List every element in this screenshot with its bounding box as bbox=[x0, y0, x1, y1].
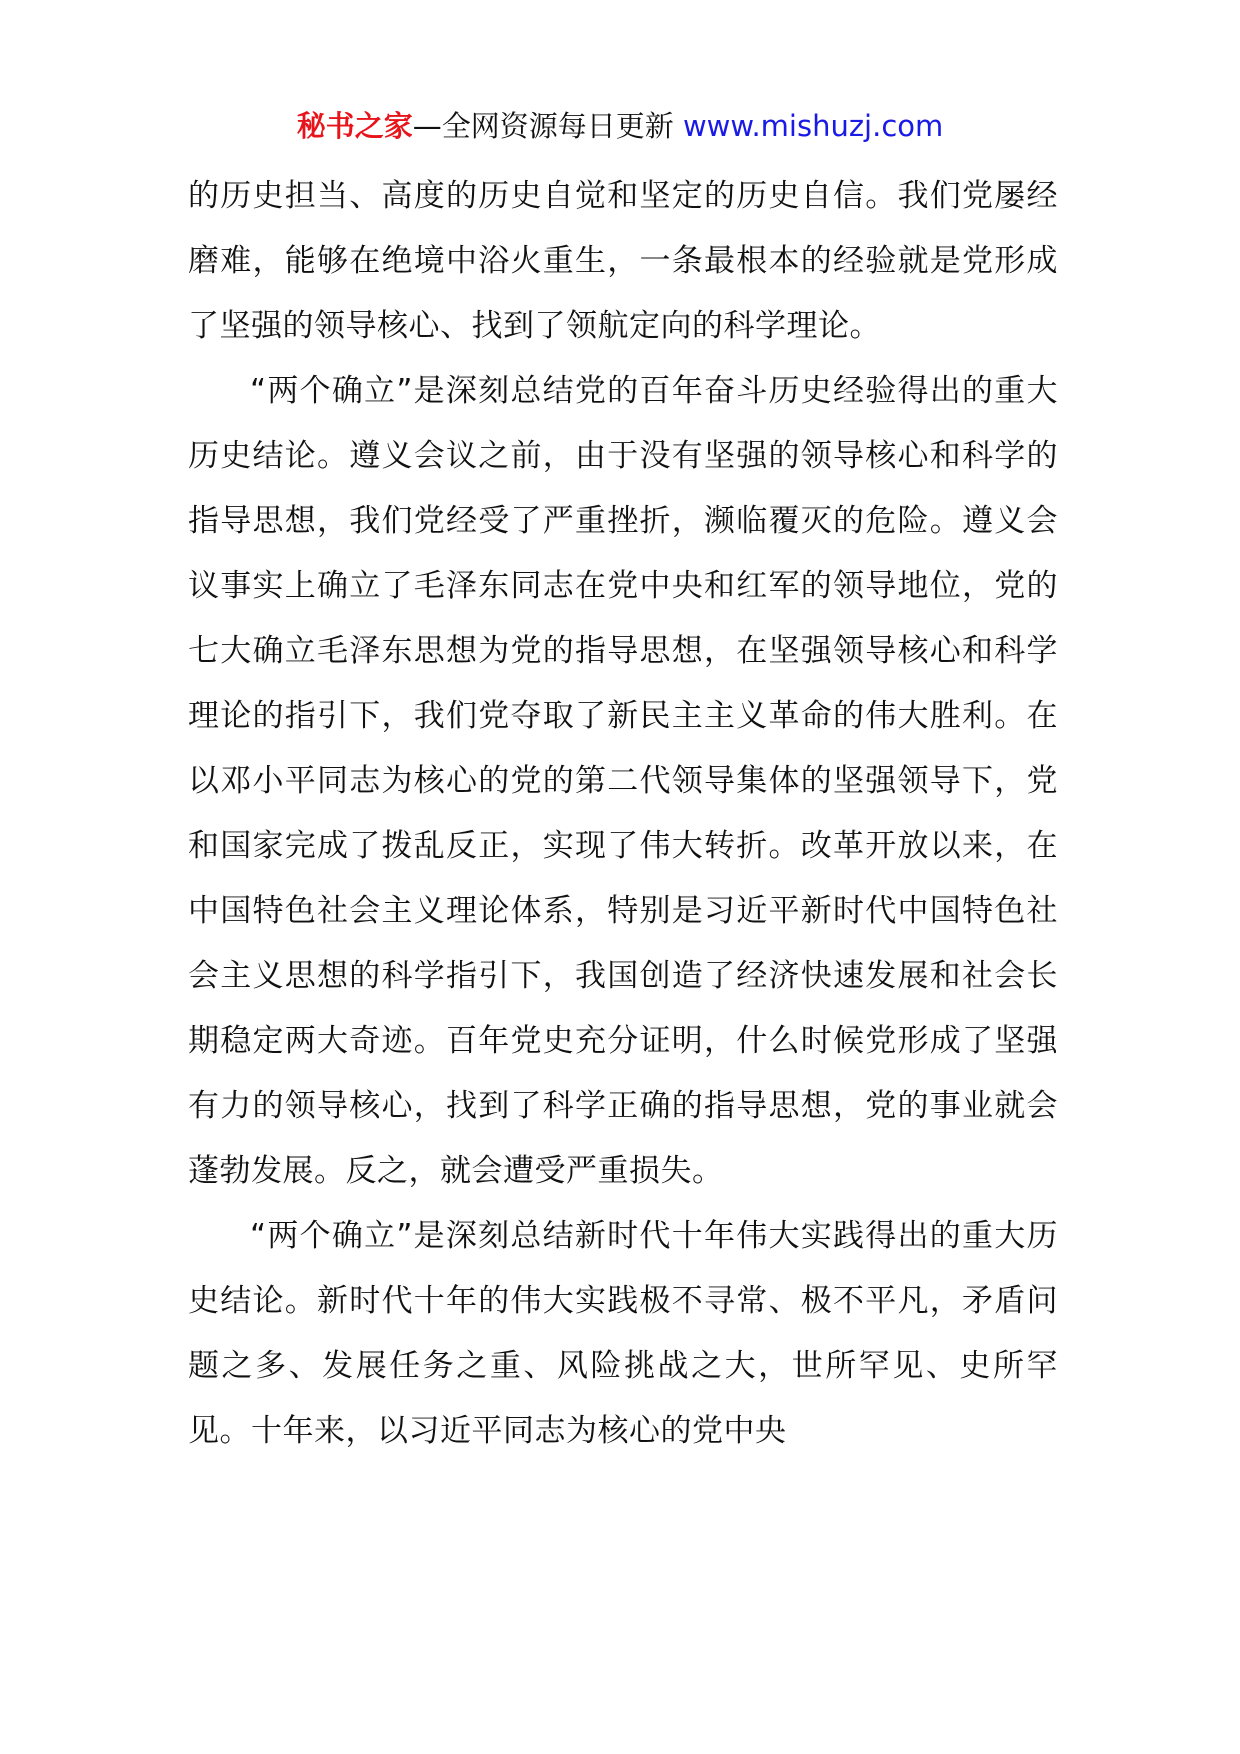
brand-name: 秘书之家 bbox=[296, 109, 413, 143]
paragraph-2: “两个确立”是深刻总结党的百年奋斗历史经验得出的重大历史结论。遵义会议之前，由于没有坚强的领导核心和科学的指导思想，我们党经受了严重挫折，濒临覆灭的危险。遵义会议事实上确立了毛泽东同志在党中央和红军的领导地位，党的七大确立毛泽东思想为党的指导思想，在坚强领导核心和科学理论的指引下，我们党夺取了新民主主义革命的伟大胜利。在以邓小平同志为核心的党的第二代领导集体的坚强领导下，党和国家完成了拨乱反正，实现了伟大转折。改革开放以来，在中国特色社会主义理论体系，特别是习近平新时代中国特色社会主义思想的科学指引下，我国创造了经济快速发展和社会长期稳定两大奇迹。百年党史充分证明，什么时候党形成了坚强有力的领导核心，找到了科学正确的指导思想，党的事业就会蓬勃发展。反之，就会遭受严重损失。 bbox=[188, 373, 1058, 1189]
paragraph-3: “两个确立”是深刻总结新时代十年伟大实践得出的重大历史结论。新时代十年的伟大实践极不寻常、极不平凡，矛盾问题之多、发展任务之重、风险挑战之大，世所罕见、史所罕见。十年来，以习近平同志为核心的党中央 bbox=[188, 1218, 1058, 1449]
page-header bbox=[0, 104, 1240, 148]
site-url[interactable]: www.mishuzj.com bbox=[682, 109, 944, 143]
document-body bbox=[188, 164, 1058, 1464]
header-tagline: —全网资源每日更新 bbox=[412, 109, 683, 143]
paragraph-1: 的历史担当、高度的历史自觉和坚定的历史自信。我们党屡经磨难，能够在绝境中浴火重生，一条最根本的经验就是党形成了坚强的领导核心、找到了领航定向的科学理论。 bbox=[188, 178, 1058, 344]
